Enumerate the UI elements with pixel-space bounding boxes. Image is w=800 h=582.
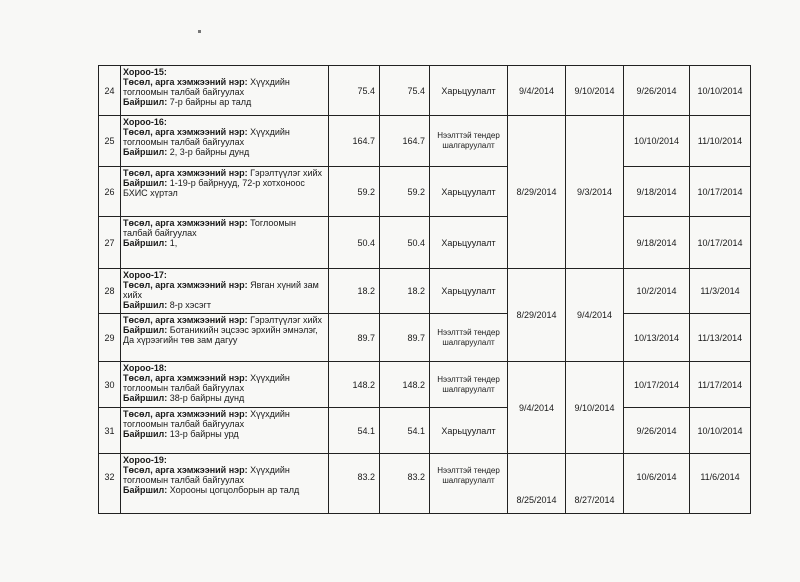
contract-date: 10/10/2014 (624, 116, 690, 167)
project-label: Төсөл, арга хэмжээний нэр: (123, 409, 248, 419)
location-value: 8-р хэсэгт (169, 300, 211, 310)
project-description (121, 269, 329, 314)
project-name: Хүүхдийн тоглоомын талбай байгуулах (123, 409, 290, 429)
finish-date: 11/3/2014 (690, 269, 751, 314)
announce-date: 8/25/2014 (508, 454, 566, 514)
project-label: Төсөл, арга хэмжээний нэр: (123, 218, 248, 228)
location-label: Байршил: (123, 178, 168, 188)
budget-cell: 89.7 (380, 314, 430, 362)
committee-title: Хороо-17: (123, 270, 167, 280)
announce-date: 8/29/2014 (508, 116, 566, 269)
announce-date: 9/4/2014 (508, 362, 566, 454)
cost-cell: 50.4 (329, 217, 380, 269)
procurement-table (98, 65, 751, 514)
location-label: Байршил: (123, 485, 168, 495)
location-label: Байршил: (123, 147, 168, 157)
procurement-method: Харьцуулалт (430, 167, 508, 217)
row-number: 29 (99, 314, 121, 362)
budget-cell: 148.2 (380, 362, 430, 408)
cost-cell: 148.2 (329, 362, 380, 408)
cost-cell: 54.1 (329, 408, 380, 454)
location-value: 2, 3-р байрны дунд (169, 147, 250, 157)
project-description (121, 217, 329, 269)
row-number: 31 (99, 408, 121, 454)
location-label: Байршил: (123, 97, 168, 107)
location-value: 13-р байрны урд (169, 429, 239, 439)
committee-title: Хороо-16: (123, 117, 167, 127)
contract-date: 10/13/2014 (624, 314, 690, 362)
contract-date: 10/17/2014 (624, 362, 690, 408)
table-row (99, 217, 751, 269)
finish-date: 10/17/2014 (690, 217, 751, 269)
row-number: 25 (99, 116, 121, 167)
project-description (121, 167, 329, 217)
procurement-method: Харьцуулалт (430, 269, 508, 314)
project-label: Төсөл, арга хэмжээний нэр: (123, 168, 248, 178)
table-row (99, 66, 751, 116)
project-label: Төсөл, арга хэмжээний нэр: (123, 465, 248, 475)
project-description (121, 116, 329, 167)
open-date: 8/27/2014 (566, 454, 624, 514)
open-date: 9/10/2014 (566, 362, 624, 454)
project-label: Төсөл, арга хэмжээний нэр: (123, 315, 248, 325)
table-row (99, 314, 751, 362)
procurement-method: Нээлттэй тендер шалгаруулалт (430, 454, 508, 514)
table-row (99, 454, 751, 514)
row-number: 24 (99, 66, 121, 116)
budget-cell: 18.2 (380, 269, 430, 314)
announce-date: 8/29/2014 (508, 269, 566, 362)
location-label: Байршил: (123, 238, 168, 248)
table-row (99, 116, 751, 167)
project-label: Төсөл, арга хэмжээний нэр: (123, 127, 248, 137)
procurement-table-region (98, 65, 751, 505)
cost-cell: 59.2 (329, 167, 380, 217)
row-number: 27 (99, 217, 121, 269)
project-label: Төсөл, арга хэмжээний нэр: (123, 280, 248, 290)
cost-cell: 75.4 (329, 66, 380, 116)
committee-title: Хороо-19: (123, 455, 167, 465)
committee-title: Хороо-18: (123, 363, 167, 373)
table-row (99, 362, 751, 408)
project-name: Тоглоомын талбай байгуулах (123, 218, 296, 238)
budget-cell: 75.4 (380, 66, 430, 116)
open-date: 9/4/2014 (566, 269, 624, 362)
committee-title: Хороо-15: (123, 67, 167, 77)
budget-cell: 83.2 (380, 454, 430, 514)
cost-cell: 164.7 (329, 116, 380, 167)
finish-date: 10/10/2014 (690, 408, 751, 454)
finish-date: 11/17/2014 (690, 362, 751, 408)
procurement-method: Харьцуулалт (430, 217, 508, 269)
project-label: Төсөл, арга хэмжээний нэр: (123, 77, 248, 87)
project-name: Гэрэлтүүлэг хийх (250, 168, 323, 178)
contract-date: 10/2/2014 (624, 269, 690, 314)
cost-cell: 83.2 (329, 454, 380, 514)
table-row (99, 167, 751, 217)
contract-date: 10/6/2014 (624, 454, 690, 514)
contract-date: 9/18/2014 (624, 167, 690, 217)
project-name: Хүүхдийн тоглоомын талбай байгуулах (123, 127, 290, 147)
finish-date: 10/17/2014 (690, 167, 751, 217)
finish-date: 11/13/2014 (690, 314, 751, 362)
budget-cell: 59.2 (380, 167, 430, 217)
cost-cell: 89.7 (329, 314, 380, 362)
project-name: Хүүхдийн тоглоомын талбай байгуулах (123, 77, 290, 97)
project-description (121, 362, 329, 408)
open-date: 9/3/2014 (566, 116, 624, 269)
project-description (121, 314, 329, 362)
project-name: Хүүхдийн тоглоомын талбай байгуулах (123, 465, 290, 485)
project-label: Төсөл, арга хэмжээний нэр: (123, 373, 248, 383)
location-value: Хорооны цогцолборын ар талд (169, 485, 300, 495)
contract-date: 9/18/2014 (624, 217, 690, 269)
location-label: Байршил: (123, 393, 168, 403)
cost-cell: 18.2 (329, 269, 380, 314)
procurement-method: Харьцуулалт (430, 66, 508, 116)
row-number: 32 (99, 454, 121, 514)
project-description (121, 66, 329, 116)
row-number: 26 (99, 167, 121, 217)
project-name: Гэрэлтүүлэг хийх (250, 315, 323, 325)
finish-date: 10/10/2014 (690, 66, 751, 116)
location-label: Байршил: (123, 300, 168, 310)
budget-cell: 54.1 (380, 408, 430, 454)
row-number: 30 (99, 362, 121, 408)
location-value: 1-19-р байрнууд, 72-р хотхоноос БХИС хүртэл (123, 178, 305, 198)
contract-date: 9/26/2014 (624, 408, 690, 454)
location-label: Байршил: (123, 325, 168, 335)
announce-date: 9/4/2014 (508, 66, 566, 116)
finish-date: 11/6/2014 (690, 454, 751, 514)
budget-cell: 164.7 (380, 116, 430, 167)
budget-cell: 50.4 (380, 217, 430, 269)
project-name: Явган хүний зам хийх (123, 280, 319, 300)
location-value: Ботаникийн эцсээс эрхийн эмнэлэг, Да хүрээгийн төв зам дагуу (123, 325, 318, 345)
procurement-method: Нээлттэй тендер шалгаруулалт (430, 362, 508, 408)
open-date: 9/10/2014 (566, 66, 624, 116)
location-value: 38-р байрны дунд (169, 393, 245, 403)
location-value: 7-р байрны ар талд (169, 97, 252, 107)
project-description (121, 454, 329, 514)
row-number: 28 (99, 269, 121, 314)
location-label: Байршил: (123, 429, 168, 439)
contract-date: 9/26/2014 (624, 66, 690, 116)
procurement-method: Нээлттэй тендер шалгаруулалт (430, 116, 508, 167)
location-value: 1, (169, 238, 178, 248)
project-name: Хүүхдийн тоглоомын талбай байгуулах (123, 373, 290, 393)
procurement-method: Харьцуулалт (430, 408, 508, 454)
table-row (99, 269, 751, 314)
project-description (121, 408, 329, 454)
scan-mark (198, 30, 201, 33)
table-row (99, 408, 751, 454)
finish-date: 11/10/2014 (690, 116, 751, 167)
procurement-method: Нээлттэй тендер шалгаруулалт (430, 314, 508, 362)
